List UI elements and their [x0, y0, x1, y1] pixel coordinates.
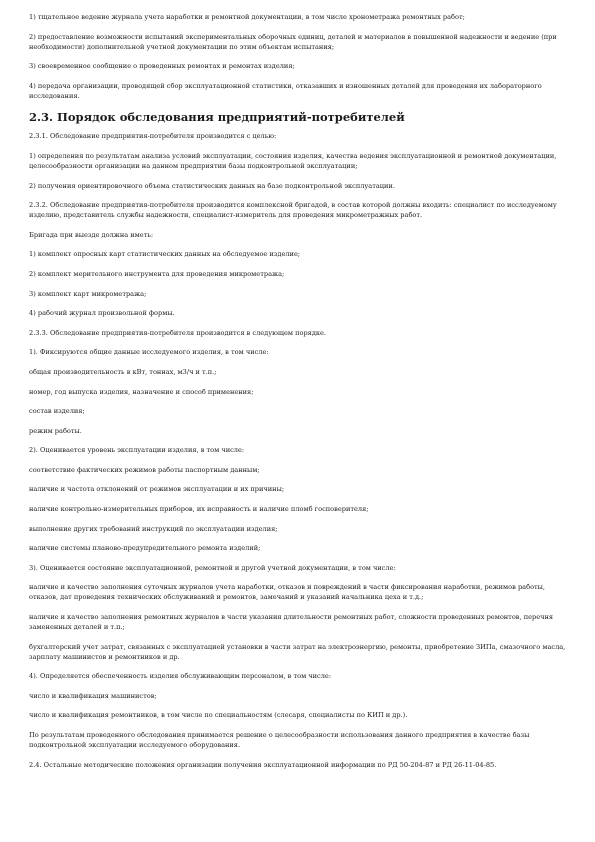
paragraph: наличие контрольно-измерительных приборов, их исправность и наличие пломб госповерителя;: [29, 505, 369, 514]
section-body: [29, 131, 567, 769]
paragraph: 3). Оценивается состояние эксплуатационной, ремонтной и другой учетной документации, в том числе:: [29, 563, 396, 572]
paragraph: Бригада при выезде должна иметь:: [29, 230, 154, 239]
paragraph: наличие и качество заполнения ремонтных журналов в части указания длительности ремонтных работ, сложности проведенных ремонтов, перечня замененных деталей и т.п.;: [29, 613, 554, 632]
paragraph: 3) своевременное сообщение о проведенных ремонтах и ремонтах изделия;: [29, 62, 295, 71]
paragraph: 4) передача организации, проводящей сбор эксплуатационной статистики, отказавших и изношенных деталей для проведения их лабораторного исследования.: [29, 81, 542, 100]
paragraph: номер, год выпуска изделия, назначение и способ применения;: [29, 387, 254, 396]
paragraph: наличие системы планово-предупредительного ремонта изделий;: [29, 544, 261, 553]
paragraph: 1). Фиксируются общие данные исследуемого изделия, в том числе:: [29, 348, 269, 357]
paragraph: 2.4. Остальные методические положения организации получения эксплуатационной информации по РД 50-204-87 и РД 26-11-04-85.: [29, 760, 497, 769]
paragraph: наличие и качество заполнения суточных журналов учета наработки, отказов и повреждений в части фиксирования наработки, режимов работы, отказов, дат проведения технических обслуживаний и ремонтов, замечаний и указаний начальника цеха и т.д.;: [29, 583, 546, 602]
intro-paragraphs: [29, 12, 567, 101]
paragraph: состав изделия;: [29, 407, 85, 416]
paragraph: 1) определения по результатам анализа условий эксплуатации, состояния изделия, качества ведения эксплуатационной и ремонтной документации, целесообразности организации на данном предприятии базы подконтрольной эксплуатации;: [29, 151, 557, 170]
paragraph: 2) предоставление возможности испытаний экспериментальных оборочных единиц, деталей и материалов в повышенной надежности и ведение (при необходимости) дополнительной учетной документации по этим объектам испытания;: [29, 32, 557, 51]
paragraph: число и квалификация ремонтников, в том числе по специальностям (слесаря, специалисты по КИП и др.).: [29, 711, 408, 720]
document-page: [29, 12, 567, 779]
paragraph: 2) получения ориентировочного объема статистических данных на базе подконтрольной эксплуатации.: [29, 181, 395, 190]
paragraph: число и квалификация машинистов;: [29, 691, 157, 700]
paragraph: 3) комплект карт микрометража;: [29, 289, 147, 298]
paragraph: 2.3.3. Обследование предприятия-потребителя производится в следующем порядке.: [29, 328, 327, 337]
paragraph: бухгалтерский учет затрат, связанных с эксплуатацией установки в части затрат на электроэнергию, ремонты, приобретение ЗИПа, смазочного масла, зарплату машинистов и ремонтников и др.: [29, 642, 566, 661]
paragraph: выполнение других требований инструкций по эксплуатации изделия;: [29, 524, 278, 533]
paragraph: 2). Оценивается уровень эксплуатации изделия, в том числе:: [29, 446, 245, 455]
paragraph: наличие и частота отклонений от режимов эксплуатации и их причины;: [29, 485, 285, 494]
paragraph: По результатам проведенного обследования принимается решение о целесообразности использования данного предприятия в качестве базы подконтрольной эксплуатации исследуемого оборудования.: [29, 731, 530, 749]
paragraph: соответствие фактических режимов работы паспортным данным;: [29, 465, 260, 474]
paragraph: 1) комплект опросных карт статистических данных на обследуемое изделие;: [29, 250, 301, 259]
paragraph: 2.3.1. Обследование предприятия-потребителя производится с целью:: [29, 132, 277, 141]
paragraph: 2) комплект мерительного инструмента для проведения микрометража;: [29, 269, 285, 278]
paragraph: общая производительность в кВт, тоннах, м3/ч и т.п.;: [29, 367, 217, 376]
paragraph: 4) рабочий журнал произвольной формы.: [29, 309, 175, 318]
section-heading: 2.3. Порядок обследования предприятий-потребителей: [29, 110, 405, 125]
paragraph: режим работы.: [29, 426, 82, 435]
paragraph: 2.3.2. Обследование предприятия-потребителя производится комплексной бригадой, в состав которой должны входить: специалист по исследуемому изделию, представитель службы надежности, специалист-измеритель для проведения микрометражных работ.: [29, 201, 557, 220]
paragraph: 4). Определяется обеспеченность изделия обслуживающим персоналом, в том числе:: [29, 672, 332, 681]
paragraph: 1) тщательное ведение журнала учета наработки и ремонтной документации, в том числе хронометража ремонтных работ;: [29, 13, 465, 21]
